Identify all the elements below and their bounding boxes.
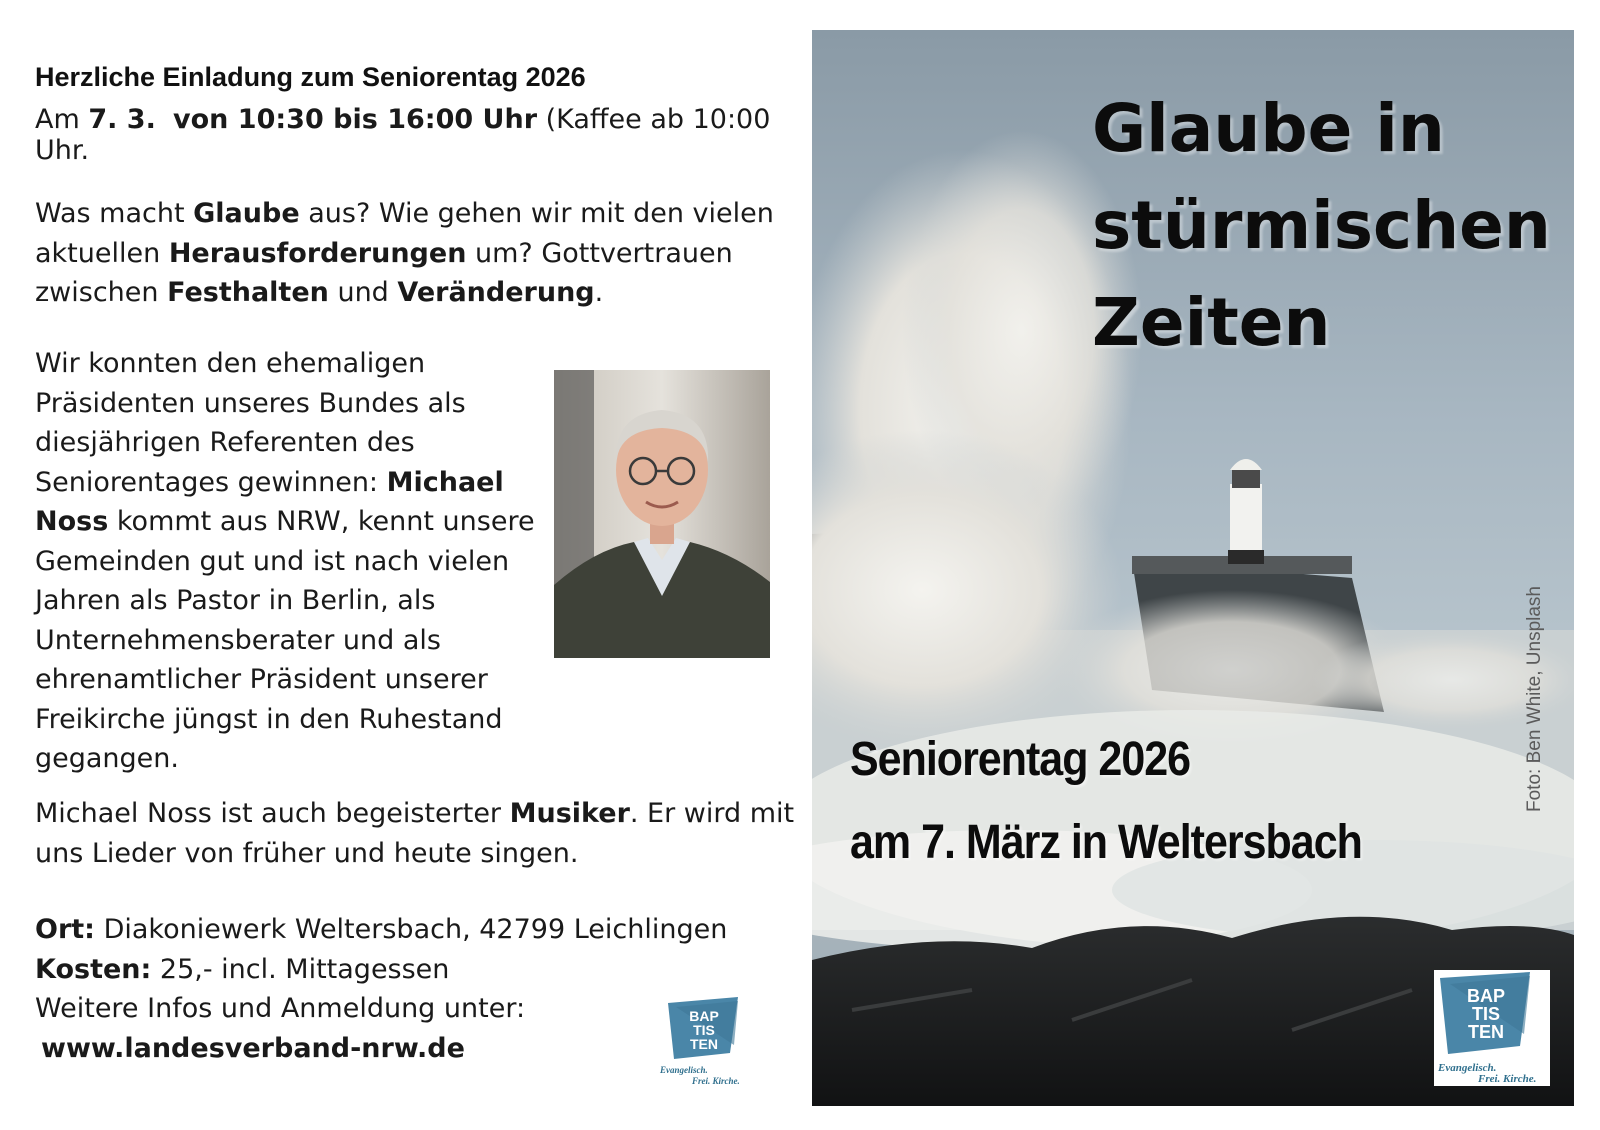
logo-text: TIS: [693, 1022, 715, 1038]
logo-tagline: Evangelisch.: [1438, 1062, 1497, 1074]
event-date: 7. 3.: [88, 104, 156, 135]
baptisten-logo-small: [658, 995, 754, 1091]
intro-bold: Glaube: [193, 198, 300, 229]
bio-text: kommt aus NRW, kennt unsere Gemeinden gut und ist nach vielen Jahren als Pastor in Berlin, als Unternehmensberater und als ehrenamtlicher Präsident unserer Freikirche jüngst in den Ruhestand gegangen.: [35, 506, 535, 774]
date-prefix: Am: [35, 104, 89, 135]
poster-title-line: Zeiten: [1092, 284, 1331, 361]
logo-text: BAP: [1466, 986, 1506, 1006]
poster-subtitle-line: Seniorentag 2026: [850, 732, 1191, 787]
event-poster: [812, 30, 1574, 1106]
logo-tagline: Frei. Kirche.: [692, 1076, 740, 1086]
music-bold: Musiker: [509, 798, 630, 829]
cost-value: 25,- incl. Mittagessen: [151, 953, 450, 985]
music-text: Michael Noss ist auch begeisterter: [35, 798, 510, 829]
event-time: von 10:30 bis 16:00 Uhr: [173, 104, 538, 135]
bio-text: Wir konnten den ehemaligen Präsidenten unseres Bundes als diesjährigen Referenten des Seniorentages gewinnen:: [35, 348, 466, 498]
intro-bold: Festhalten: [167, 277, 329, 308]
cost-label: Kosten:: [35, 953, 152, 985]
invitation-heading: Herzliche Einladung zum Seniorentag 2026: [35, 62, 586, 92]
poster-subtitle: [850, 718, 1362, 884]
website-link[interactable]: www.landesverband-nrw.de: [41, 1032, 465, 1064]
music-paragraph: [35, 794, 795, 873]
speaker-portrait: [554, 370, 770, 658]
logo-text: TEN: [690, 1036, 718, 1052]
logo-text: TEN: [1468, 1022, 1504, 1042]
event-date-line: [35, 104, 800, 166]
music-text: . Er wird mit uns Lieder von früher und heute singen.: [35, 798, 795, 869]
speaker-name: Michael Noss: [35, 466, 504, 537]
poster-subtitle-line: am 7. März in Weltersbach: [850, 815, 1362, 870]
intro-paragraph: [35, 194, 795, 313]
intro-bold: Veränderung: [397, 277, 595, 308]
coffee-time: (Kaffee ab 10:00 Uhr.: [35, 104, 771, 166]
poster-title-line: Glaube in: [1092, 90, 1445, 167]
more-info-text: Weitere Infos und Anmeldung unter:: [35, 993, 526, 1024]
poster-title-line: stürmischen: [1092, 187, 1551, 264]
logo-text: TIS: [1471, 1004, 1501, 1024]
intro-text: Was macht: [35, 198, 194, 229]
photo-credit: Foto: Ben White, Unsplash: [1524, 586, 1545, 812]
intro-text: und: [328, 277, 398, 308]
intro-bold: Herausforderungen: [168, 237, 467, 269]
intro-text: um? Gottvertrauen zwischen: [35, 237, 733, 308]
logo-tagline: Frei. Kirche.: [1478, 1073, 1537, 1085]
location-value: Diakoniewerk Weltersbach, 42799 Leichlingen: [94, 914, 728, 945]
intro-text: .: [594, 277, 604, 308]
poster-title: [1092, 80, 1551, 371]
logo-text: BAP: [689, 1008, 719, 1024]
intro-text: aus? Wie gehen wir mit den vielen aktuellen: [35, 198, 774, 269]
location-label: Ort:: [35, 914, 95, 945]
baptisten-logo-large: [1434, 970, 1550, 1086]
logo-tagline: Evangelisch.: [660, 1065, 708, 1075]
speaker-bio-paragraph: [35, 344, 555, 779]
